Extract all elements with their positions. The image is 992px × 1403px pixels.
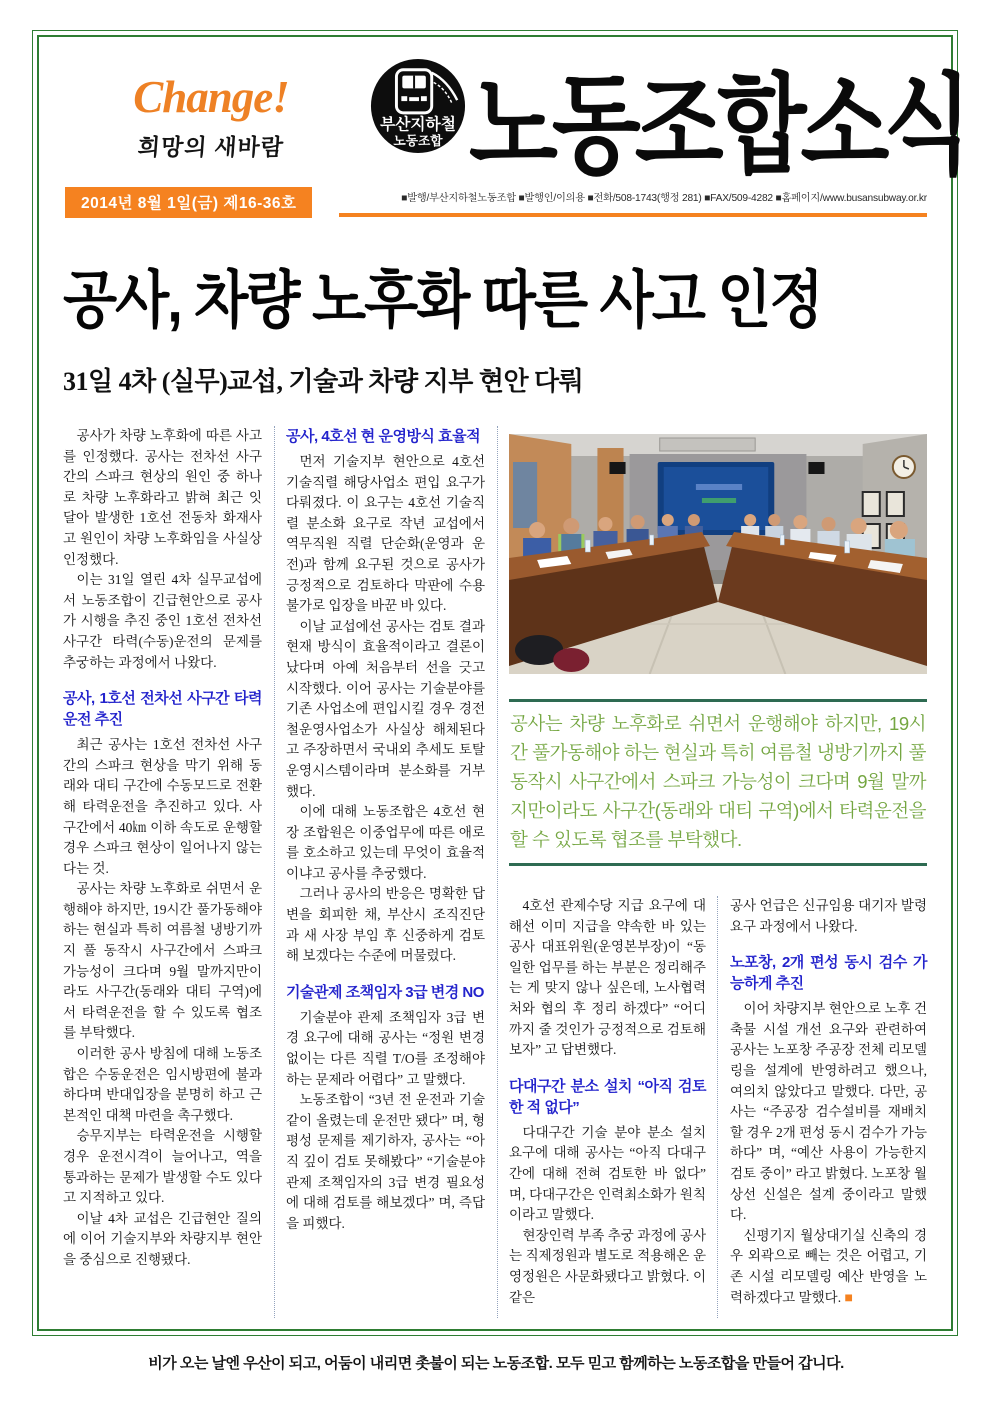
newsletter-frame: [32, 30, 967, 1336]
slogan-change: Change!: [133, 72, 289, 122]
article-column-3: [509, 896, 718, 1318]
article-paragraph: [730, 1226, 927, 1309]
paper-title: 노동조합소식: [469, 66, 967, 187]
emblem-text-top: 부산지하철: [380, 116, 456, 134]
article-paragraph: 공사가 차량 노후화에 따른 사고를 인정했다. 공사는 전차선 사구간의 스파크 현상의 원인 중 하나로 차량 노후화라고 밝혀 최근 잇달아 발생한 1호선 전동차 화재사고 원인이 차량 노후화임을 사실상 인정했다.: [63, 428, 262, 567]
article-paragraph: 이러한 공사 방침에 대해 노동조합은 수동운전은 임시방편에 불과하다며 반대입장을 분명히 하고 근본적인 대책 마련을 촉구했다.: [63, 1046, 262, 1123]
section-subhead: 다대구간 분소 설치 “아직 검토한 적 없다”: [509, 1077, 706, 1116]
article-column-4: [718, 896, 927, 1318]
article-paragraph: 이에 대해 노동조합은 4호선 현장 조합원은 이중업무에 따른 애로를 호소하고 있는데 무엇이 효율적이냐고 공사를 추궁했다.: [286, 804, 485, 881]
section-subhead: 기술관제 조책임자 3급 변경 NO: [286, 983, 484, 1001]
section-subhead: 노포창, 2개 편성 동시 검수 가능하게 추진: [730, 954, 927, 993]
article-paragraph: 이날 교섭에선 공사는 검토 결과 현재 방식이 효율적이라고 결론이 났다며 아예 처음부터 선을 긋고 시작했다. 이어 공사는 기술분야를 기존 사업소에 편입시킬 경우 경전철운영사업소가 사실상 해체된다고 주장하면서 국내외 추세도 토탈운영시스템이라며 분소화를 거부했다.: [286, 618, 485, 799]
meeting-photo: [509, 434, 927, 674]
article-column-2: [286, 426, 498, 1318]
lower-columns: [509, 896, 927, 1318]
article-paragraph: 이어 차량지부 현안으로 노후 건축물 시설 개선 요구와 관련하여 공사는 노포창 주공장 전체 리모델링을 설계에 반영하려고 했으나, 여의치 않았다고 말했다. 다만, 공사는 “주공장 검수설비를 재배치할 경우 2개 편성 동시 검수가 가능하다” 며, “예산 사용이 가능한지 검토 중이” 라고 밝혔다. 노포창 월상선 신설은 설계 중이라고 말했다.: [730, 1001, 927, 1223]
footer-slogan: 비가 오는 날엔 우산이 되고, 어둠이 내리면 촛불이 되는 노동조합. 모두 믿고 함께하는 노동조합을 만들어 갑니다.: [148, 1355, 844, 1372]
article-paragraph: 다대구간 기술 분야 분소 설치 요구에 대해 공사는 “아직 다대구간에 대해 전혀 검토한 바 없다” 며, 다대구간은 인력최소화가 원칙이라고 말했다.: [509, 1124, 706, 1223]
section-subhead: 공사, 1호선 전차선 사구간 타력운전 추진: [63, 690, 262, 729]
main-headline: 공사, 차량 노후화 따른 사고 인정: [63, 264, 822, 335]
emblem-text-bottom: 노동조합: [393, 133, 443, 149]
article-body: [63, 426, 927, 1318]
article-paragraph: 최근 공사는 1호선 전차선 사구간의 스파크 현상을 막기 위해 동래와 대티 구간에 수동모드로 전환해 타력운전을 추진하고 있다. 사구간에서 40㎞ 이하 속도로 운행할 경우 스파크 현상이 일어나지 않는다는 것.: [63, 737, 262, 876]
article-paragraph: 먼저 기술지부 현안으로 4호선 기술직렬 해당사업소 편입 요구가 다뤄졌다. 이 요구는 4호선 기술직렬 분소화 요구로 작년 교섭에서 역무직원 직렬 단순화(운영과 운전)과 함께 요구된 것으로 공사가 긍정적으로 검토하다 막판에 수용불가로 입장을 바꾼 바 있다.: [286, 454, 485, 614]
newsletter-frame-inner: [37, 35, 967, 1331]
article-paragraph: 현장인력 부족 추궁 과정에 공사는 직제정원과 별도로 적용해온 운영정원은 사문화됐다고 밝혔다. 이 같은: [509, 1227, 706, 1305]
article-paragraph: 승무지부는 타력운전을 시행할 경우 운전시격이 늘어나고, 역을 통과하는 문제가 발생할 수도 있다고 지적하고 있다.: [63, 1128, 262, 1206]
article-paragraph: 그러나 공사의 반응은 명확한 답변을 회피한 채, 부산시 조직진단과 새 사장 부임 후 신중하게 검토해 보겠다는 수준에 머물렀다.: [286, 886, 485, 964]
article-paragraph: 공사는 차량 노후화로 쉬면서 운행해야 하지만, 19시간 풀가동해야 하는 현실과 특히 여름철 냉방기까지 풀 동작시 사구간에서 스파크 가능성이 크다며 9월 말까지만이라도 사구간(동래와 대티 구역)에서 타력운전을 할 수 있도록 협조를 부탁했다.: [63, 881, 262, 1041]
article-right-half: [509, 426, 927, 1318]
article-paragraph: 이날 4차 교섭은 긴급현안 질의에 이어 기술지부와 차량지부 현안을 중심으로 진행됐다.: [63, 1210, 262, 1267]
article-paragraph-text: 신평기지 월상대기실 신축의 경우 외곽으로 빼는 것은 어렵고, 기존 시설 리모델링 예산 반영을 노력하겠다고 말했다.: [730, 1227, 927, 1305]
photo-caption: 공사는 차량 노후화로 쉬면서 운행해야 하지만, 19시간 풀가동해야 하는 현실과 특히 여름철 냉방기까지 풀 동작시 사구간에서 스파크 가능성이 크다며 9월 말까지만이라도 사구간(동래와 대티 구역)에서 타력운전을 할 수 있도록 협조를 부탁했다.: [509, 699, 927, 866]
slogan-block: [111, 71, 311, 162]
article-paragraph: 4호선 관제수당 지급 요구에 대해선 이미 지급을 약속한 바 있는 공사 대표위원(운영본부장)이 “동일한 업무를 하는 부분은 정리해주는 게 맞지 않나 싶은데, 노사협력처와 협의 후 정리 하겠다” “어디까지 줄 것인가 긍정적으로 검토해 보자” 고 답변했다.: [509, 898, 706, 1058]
article-paragraph: 노동조합이 “3년 전 운전과 기술 같이 올렸는데 운전만 됐다” 며, 형평성 문제를 제기하자, 공사는 “아직 깊이 검토 못해봤다” “기술분야 관제 조책임자의 3급 변경 필요성에 대해 검토를 해보겠다” 며, 즉답을 피했다.: [286, 1092, 485, 1231]
article-paragraph: 기술분야 관제 조책임자 3급 변경 요구에 대해 공사는 “정원 변경 없이는 다른 직렬 T/O를 조정해야 하는 문제라 어렵다” 고 말했다.: [286, 1009, 485, 1087]
section-subhead: 공사, 4호선 현 운영방식 효율적: [286, 428, 481, 445]
article-paragraph: 공사 언급은 신규임용 대기자 발령 요구 과정에서 나왔다.: [730, 898, 927, 934]
article-paragraph: 이는 31일 열린 4차 실무교섭에서 노동조합이 긴급현안으로 공사가 시행을 추진 중인 1호선 전차선 사구간 타력(수동)운전의 문제를 추궁하는 과정에서 나왔다.: [63, 572, 262, 670]
article-end-mark: ■: [844, 1290, 853, 1306]
article-column-1: [63, 426, 275, 1318]
masthead: [63, 37, 967, 221]
union-emblem-icon: [369, 57, 467, 155]
slogan-subtext: 희망의 새바람: [136, 135, 285, 160]
sub-headline: 31일 4차 (실무)교섭, 기술과 차량 지부 현안 다뤄: [63, 367, 584, 396]
issue-date-badge: 2014년 8월 1일(금) 제16-36호: [65, 187, 312, 218]
publication-info: ■발행/부산지하철노동조합 ■발행인/이의용 ■전화/508-1743(행정 281) ■FAX/509-4282 ■홈페이지/www.busansubway.or.kr: [339, 189, 927, 217]
